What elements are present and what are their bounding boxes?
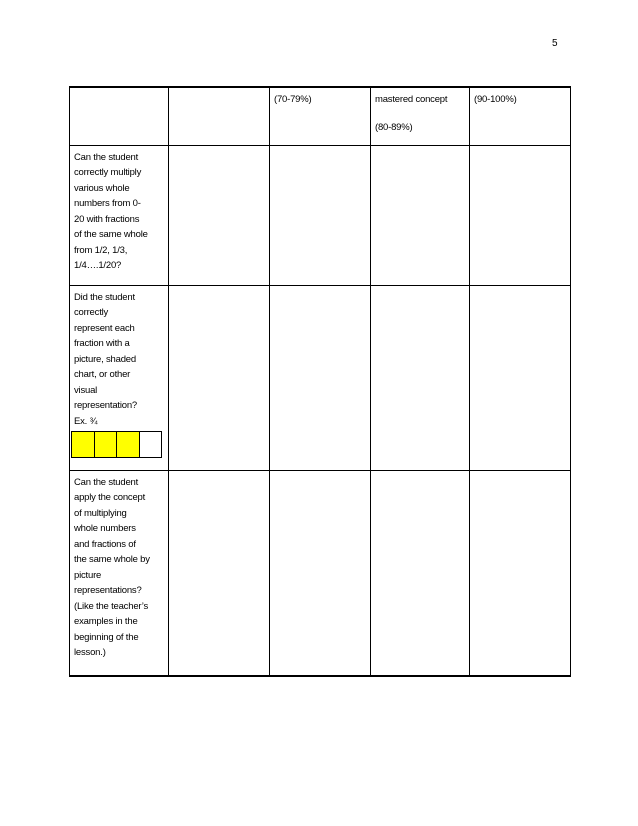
- score-cell[interactable]: [270, 470, 371, 676]
- criterion-line: correctly: [74, 307, 109, 318]
- criterion-line: from 1/2, 1/3,: [74, 244, 128, 256]
- fraction-part-3: [117, 432, 140, 457]
- criterion-line: the same whole by: [74, 554, 150, 565]
- range-label-80-89: (80-89%): [375, 121, 413, 133]
- criterion-line: correctly multiply: [74, 167, 142, 178]
- criterion-line: Can the student: [74, 151, 139, 163]
- criterion-line: numbers from 0-: [74, 198, 141, 209]
- criterion-line: whole numbers: [74, 523, 136, 534]
- header-cell-range-90-100: [470, 87, 571, 145]
- criterion-cell-apply: [70, 470, 169, 676]
- criterion-line: visual: [74, 384, 98, 396]
- criterion-line: picture, shaded: [74, 353, 136, 365]
- criterion-line: fraction with a: [74, 338, 130, 349]
- rubric-table: [69, 86, 571, 677]
- spacer: [375, 108, 465, 120]
- criterion-line: picture: [74, 569, 102, 581]
- score-cell[interactable]: [270, 145, 371, 285]
- criterion-line: 20 with fractions: [74, 213, 140, 225]
- range-label-90-100: (90-100%): [474, 94, 517, 105]
- page-number: 5: [552, 38, 558, 49]
- header-cell-blank-2: [169, 87, 270, 145]
- criterion-line: chart, or other: [74, 369, 131, 380]
- header-cell-mastered: [371, 87, 470, 145]
- score-cell[interactable]: [470, 145, 571, 285]
- criterion-line: of the same whole: [74, 229, 148, 240]
- rubric-row-represent: [70, 285, 571, 470]
- criterion-line: (Like the teacher’s: [74, 600, 149, 612]
- fraction-part-1: [72, 432, 95, 457]
- criterion-cell-represent: [70, 285, 169, 470]
- rubric-row-multiply: [70, 145, 571, 285]
- score-cell[interactable]: [470, 470, 571, 676]
- three-fourths-fraction-bar: [71, 431, 162, 458]
- criterion-line: Did the student: [74, 291, 135, 303]
- score-cell[interactable]: [371, 145, 470, 285]
- criterion-line: represent each: [74, 322, 135, 334]
- fraction-part-4: [140, 432, 162, 457]
- criterion-line: Can the student: [74, 476, 139, 488]
- criterion-line: 1/4….1/20?: [74, 260, 122, 271]
- criterion-line: of multiplying: [74, 507, 127, 519]
- header-row: [70, 87, 571, 145]
- score-cell[interactable]: [270, 285, 371, 470]
- criterion-line: various whole: [74, 182, 130, 194]
- score-cell[interactable]: [169, 145, 270, 285]
- fraction-part-2: [95, 432, 118, 457]
- criterion-line: representations?: [74, 585, 142, 596]
- score-cell[interactable]: [371, 470, 470, 676]
- criterion-line: representation?: [74, 400, 138, 411]
- score-cell[interactable]: [371, 285, 470, 470]
- criterion-cell-multiply: [70, 145, 169, 285]
- score-cell[interactable]: [169, 470, 270, 676]
- criterion-line: and fractions of: [74, 538, 136, 550]
- score-cell[interactable]: [169, 285, 270, 470]
- criterion-line: lesson.): [74, 647, 106, 658]
- score-cell[interactable]: [470, 285, 571, 470]
- criterion-line: beginning of the: [74, 631, 139, 643]
- header-cell-range-70-79: [270, 87, 371, 145]
- criterion-line: apply the concept: [74, 492, 146, 503]
- rubric-row-apply: [70, 470, 571, 676]
- criterion-line: examples in the: [74, 616, 138, 627]
- range-label-70-79: (70-79%): [274, 94, 312, 105]
- mastered-concept-label: mastered concept: [375, 94, 448, 105]
- header-cell-blank-1: [70, 87, 169, 145]
- criterion-line: Ex. ¾: [74, 415, 98, 427]
